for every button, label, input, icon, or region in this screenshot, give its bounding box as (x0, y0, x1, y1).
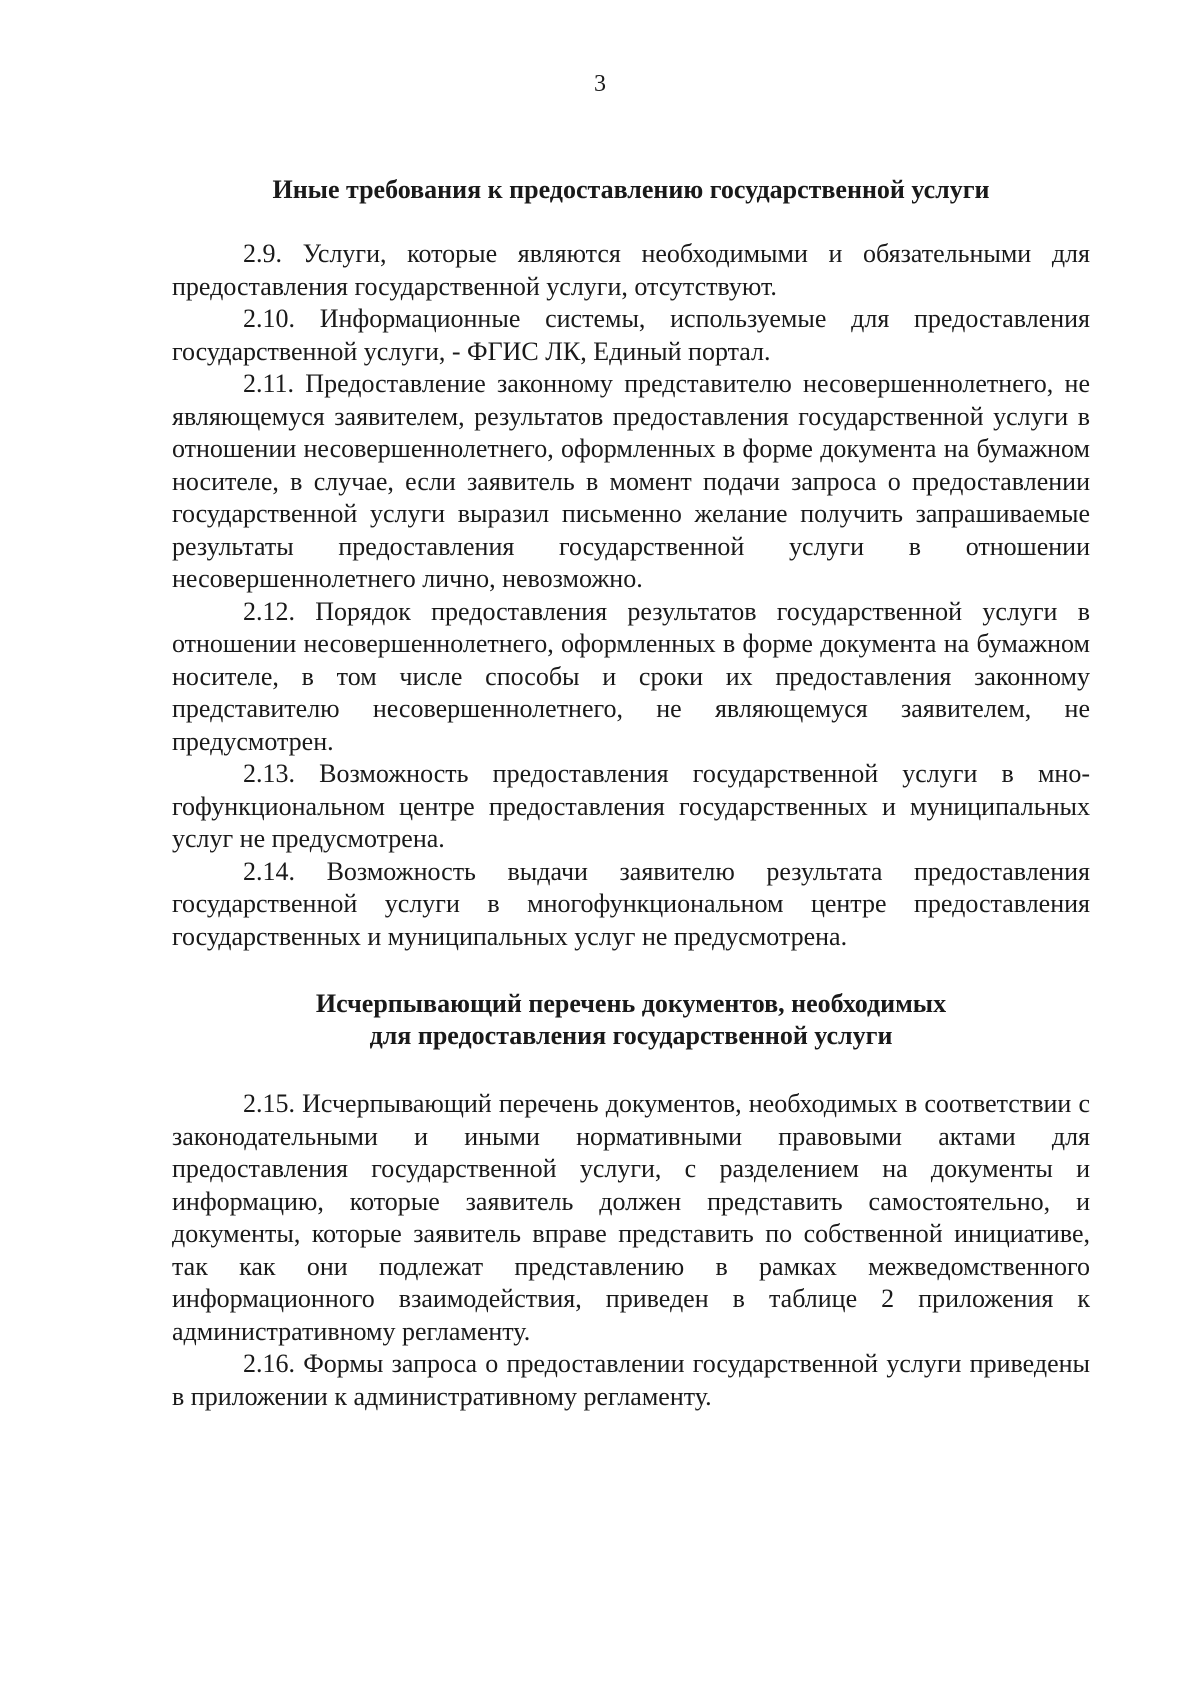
section-heading-line: Исчерпывающий перечень документов, необходимых (315, 989, 947, 1018)
section-heading: Иные требования к предоставлению государственной услуги (272, 175, 990, 204)
section-heading-line: для предоставления государственной услуги (369, 1021, 893, 1050)
paragraph-2-11: 2.11. Предоставление законному представителю несовершеннолетнего, не являющемуся заявителем, результатов предоставления государственной услуги в отношении несовершеннолетнего, оформленных в форме документа на бумажном носителе, в случае, если заявитель в момент подачи запроса о предоставлении государственной услуги выразил письменно желание получить запрашиваемые результаты предоставления государственной услуги в отношении несовершеннолетнего лично, невозможно. (172, 369, 1090, 593)
paragraph-2-14: 2.14. Возможность выдачи заявителю результата предоставления государственной услуги в многофункциональном центре предоставления государственных и муниципальных услуг не предусмотрена. (172, 856, 1090, 951)
paragraph-2-13: 2.13. Возможность предоставления государственной услуги в многофункциональном центре предоставления государственных и муниципальных услуг не предусмотрена. (172, 759, 1090, 853)
paragraph-2-9: 2.9. Услуги, которые являются необходимыми и обязательными для предоставления государственной услуги, отсутствуют. (172, 239, 1090, 301)
paragraph-2-12: 2.12. Порядок предоставления результатов государственной услуги в отношении несовершеннолетнего, оформленных в форме документа на бумажном носителе, в том числе способы и сроки их предоставления законному представителю несовершеннолетнего, не являющемуся заявителем, не предусмотрен. (172, 596, 1090, 756)
document-body (172, 174, 1090, 1413)
section-documents-list (172, 988, 1090, 1413)
paragraph-2-16: 2.16. Формы запроса о предоставлении государственной услуги приведены в приложении к административному регламенту. (172, 1349, 1090, 1411)
page-number: 3 (594, 71, 606, 97)
paragraph-2-10: 2.10. Информационные системы, используемые для предоставления государственной услуги, - ФГИС ЛК, Единый портал. (172, 304, 1090, 366)
section-heading (172, 988, 1090, 1052)
section-other-requirements (172, 174, 1090, 953)
paragraph-2-15: 2.15. Исчерпывающий перечень документов, необходимых в соответствии с законодательными и иными нормативными правовыми актами для предоставления государственной услуги, с разделением на документы и информацию, которые заявитель должен представить самостоятельно, и документы, которые заявитель вправе представить по собственной инициативе, так как они подлежат представлению в рамках межведомственного информационного взаимодействия, приведен в таблице 2 приложения к административному регламенту. (172, 1089, 1090, 1346)
